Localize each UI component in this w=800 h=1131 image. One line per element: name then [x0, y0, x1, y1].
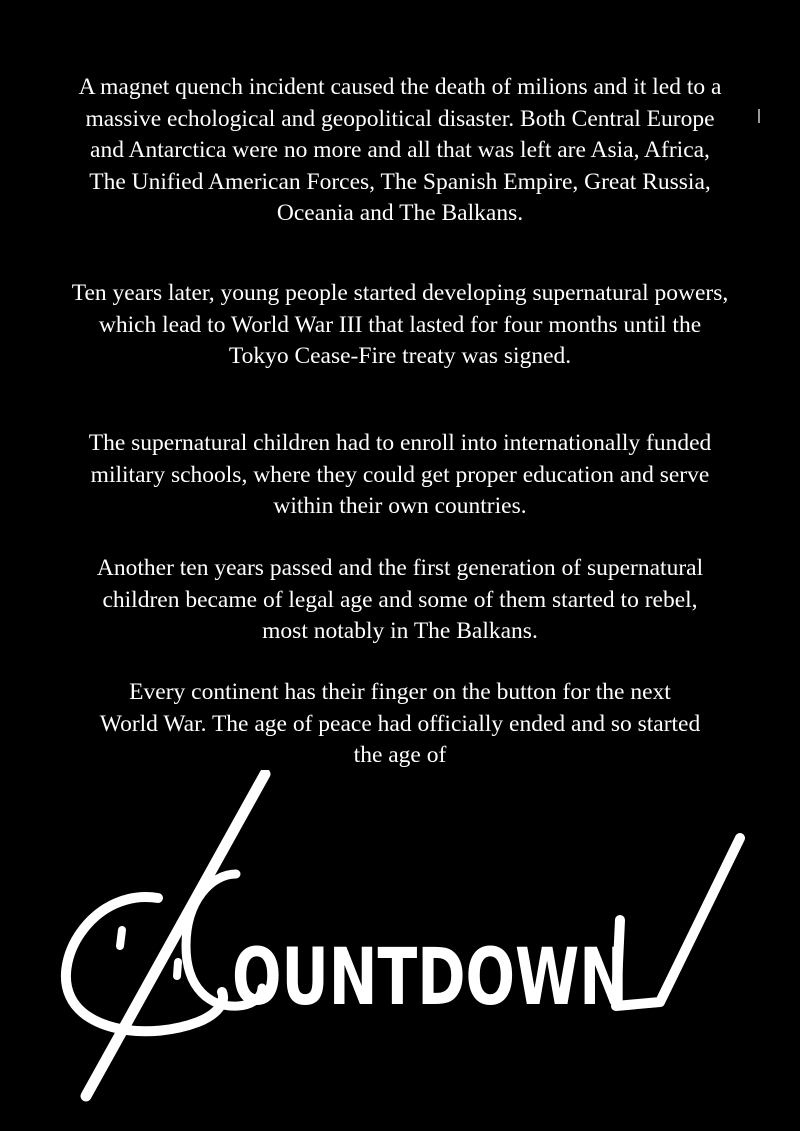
- logo-wordmark-letters: OUNTDOWN: [232, 933, 628, 1023]
- logo-dot-left: [120, 930, 122, 946]
- logo-c-stroke: [66, 897, 223, 1031]
- logo-n-tail-stroke: [616, 838, 740, 1006]
- countdown-logo: [0, 770, 800, 1131]
- intro-paragraph-3: The supernatural children had to enroll into internationally funded military schools, where they could get proper education and serve within their own countries.: [88, 430, 712, 519]
- intro-paragraph-1: A magnet quench incident caused the death of milions and it led to a massive echological and geopolitical disaster. Both Central Europe and Antarctica were no more and all that was left are Asia, Africa, The Unified American Forces, The Spanish Empire, Great Russia, Oceania and The Balkans.: [78, 74, 722, 226]
- intro-paragraph-5: Every continent has their finger on the button for the next World War. The age of peace had officially ended and so started the age of: [99, 679, 701, 768]
- logo-dot-right: [177, 962, 178, 976]
- intro-paragraph-2: Ten years later, young people started developing supernatural powers, which lead to World War III that lasted for four months until the Tokyo Cease-Fire treaty was signed.: [71, 280, 729, 369]
- scan-mark: [758, 109, 760, 123]
- intro-paragraph-4: Another ten years passed and the first generation of supernatural children became of legal age and some of them started to rebel, most notably in The Balkans.: [96, 555, 704, 644]
